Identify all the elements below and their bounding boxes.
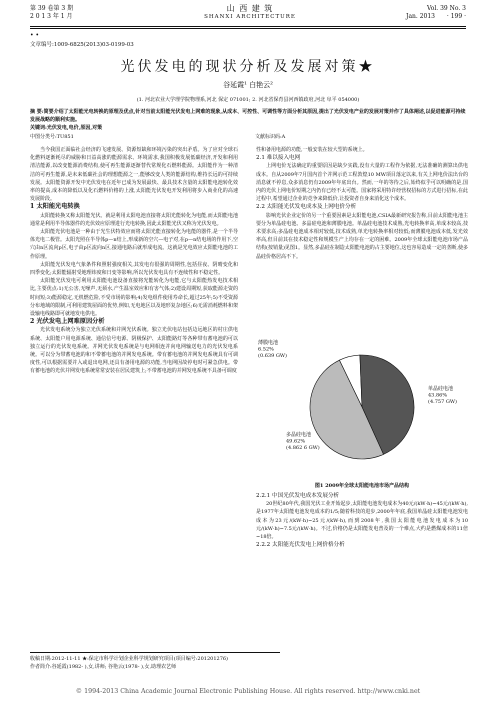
subsection-heading: 2.2.1 中国光伏发电成本发展分析 xyxy=(256,493,340,499)
issue-date: 2 0 1 3 年 1 月 xyxy=(30,13,73,20)
article-title: 光伏发电的现状分析及发展对策★ xyxy=(120,59,376,75)
paragraph: 光伏发电系统分为独立光伏系统和并网光伏系统。独立光伏电站包括边远地区的村庄供电系统、太阳能户用电源系统、通信信号电源、阴极保护、太阳能路灯等各种带有蓄电池的可以独立运行的光伏发电系统。并网光伏发电系统是与电网相连并向电网输送电力的光伏发电系统。可以分为带蓄电池的和不带蓄电池的并网发电系统。带有蓄电池的并网发电系统具有可调度性,可以根据需要并入或退出电网,还具有备用电源的功能,当电网因故停电时可紧急供电。带有蓄电池的光伏并网发电系统常常安装在居民建筑上;不带蓄电池的并网发电系统不具备可调度 xyxy=(30,327,238,375)
paragraph: 太阳能光伏发电可利用太阳能电池设备直接将光能转化为电能,它与太阳能热发电技术相比,主要优点:1)无公害,无噪声,无须水,产生温室效应和有害气体;2)建设周期短,获取能源走资的时间短;3)能源稳定,无机燃危险,不受市场的影响;4)发电组件使用寿命长,超过25年;5)不受资源分布地域的限制,可利用建筑屋面的优势,例如,无电地区以及地形复杂地区;6)无需消耗燃料和架设输电线路即可就地发电供电。 xyxy=(30,278,238,318)
journal-name-en: SHANXI ARCHITECTURE xyxy=(204,14,296,20)
classification-number: 中图分类号:TU851 xyxy=(30,134,74,140)
journal-issue xyxy=(30,5,73,21)
pie-label: 43.86% xyxy=(428,392,448,399)
paragraph: 当今我国正面临社会经济的飞速发展、资源短缺和环境污染的突出矛盾。为了应对全球石化燃料逐渐耗尽的威胁和日益高涨的能源需求、环境需求,我国积极发展低碳经济,开发和利用清洁能源,以改变能源消费结构,使可再生能源逐渐替代常规化石燃料能源。太阳能作为一种清洁的可再生能源,是未来低碳社会的理想能源之一,能够改变人类的能源结构,维持长远的可持续发展。太阳能资源开发中光伏发电在近年已成为发展最快、最具技术含量的太阳能电池转化效率的提高,成本的降低以及化石燃料价格的上涨,太阳能光伏发电开发利用将步入商业化的高速发展阶段。 xyxy=(30,147,238,203)
footnote-rule xyxy=(30,652,280,653)
journal-name xyxy=(150,5,350,21)
footnote xyxy=(30,655,470,671)
journal-name-cn: 山 西 建 筑 xyxy=(226,4,274,13)
paragraph: 影响光伏企业定价的另一个重要因素是太阳能电池,CSIA最新研究报告称,目前太阳能电池主要分为单晶硅电池、多晶硅电池和薄膜电池。单晶硅电池技术成熟,光电转换率高,单成本较高,技术要求高;多晶硅电池成本相对较低,技术成熟,单光电转换率相对较低;而薄膜电池成本低,发光效率高,但目前其在技术稳定性和规模生产上均存在一定的困难。2009年全球太阳能电池市场产品结构(按销量)见图1。显然,多晶硅在制造太阳能电池的占主要地位,这也容易造成一定的垄断,使多晶硅价格居高不下。 xyxy=(256,212,468,260)
volume-issue-en: Vol. 39 No. 3 xyxy=(426,5,466,12)
article-number: 文章编号:1009-6825(2013)03-0199-03 xyxy=(30,42,134,48)
received-date-and-fund: 收稿日期:2012-11-11 ★:保定市科学计划企业科学规划研究项目(项目编号:201201276) xyxy=(30,656,229,662)
date-and-page xyxy=(406,13,466,21)
paragraph: 太阳能光伏电池是一种由于光生伏特效应而将太阳光能直接转化为电能的器件,是一个半导体光电二极管。太阳光照在半导体p—n结上,形成新的空穴—电子对,在p—n结电场的作用下,空穴由n区流向p区,电子由p区流向n区,接通电路后就形成电流。这就是光电效应太阳能电池的工作原理。 xyxy=(30,229,238,260)
paragraph: 上网电价无法确定的重要原因是缺少实践,没有大量的工程作为依据,无法准确的测算出供电成本。自从2009年7月国内首个并网示范工程敦煌10 MW项目落定以来,有关上网电价法出台的消息就不停息,众多消息仍有2009年年底出台。然而,一年的等待之后,始终似乎可以明确的是,国内的光伏上网电价短期之内仍有已经不太可能。国家将采用特许经营权招标的方式进行招标,在此过程中,希望通过企业的竞争来降低价,让投资者自身来消化这个成本。 xyxy=(256,163,468,203)
keywords: 关键词:光伏发电,电价,原因,对策 xyxy=(30,125,103,131)
paragraph: 20世纪80年代,我国光伏工业开始起步,太阳能电池发电成本为40元/(kW·h)~45元/(kW·h),是1977年太阳能电池发电成本的1/5;随着科技的进步,2000年年底,我国单晶硅太阳能电池发电成本为23元/(kW·h)~25元/(kW·h),而到2008年,我国太阳能电池发电成本为10元/(kW·h)~7.5元/(kW·h)。不过,价格仍是太阳能发电普及的一个难点,大约是燃煤成本的11倍~18倍。 xyxy=(256,501,468,541)
pie-label: 49.62% xyxy=(286,438,306,445)
right-column-lower xyxy=(256,492,468,549)
figure-caption: 图1 2009年全球太阳能电池市场产品结构 xyxy=(314,483,410,489)
authors: 谷延霞¹ 白艳云² xyxy=(223,81,273,89)
pie-label: (4.757 GW) xyxy=(428,399,457,405)
paragraph: 性和备用电源的功能,一般安装在较大型的系统上。 xyxy=(256,147,368,153)
pie-label: 6.52% xyxy=(258,346,274,353)
header-rule-thin xyxy=(30,28,466,29)
left-column xyxy=(30,146,238,376)
bullet-dots: • • xyxy=(30,32,39,39)
pie-label: 单晶硅电池 xyxy=(428,386,454,392)
author-bio: 作者简介:谷延霞(1982- ),女,讲师; 谷艳云(1978- ),女,助理农艺师 xyxy=(30,664,177,670)
right-column xyxy=(256,146,468,261)
subsection-heading: 2.2.2 太阳能光伏发电上网价格分析 xyxy=(256,542,345,549)
volume-issue: 第 39 卷第 3 期 xyxy=(30,5,74,12)
pie-label: (0.639 GW) xyxy=(258,353,287,359)
header-rule xyxy=(30,26,466,27)
section-heading: 2 光伏发电上网难原因分析 xyxy=(30,318,105,326)
document-code: 文献标识码:A xyxy=(255,134,286,140)
affiliation: (1. 河北农业大学理学院物理系,河北 保定 071001; 2. 河北省保育县河西镇政府,河北 阜平 054000) xyxy=(136,97,360,103)
pie-label: 薄膜电池 xyxy=(258,340,279,346)
page-number: · 199 · xyxy=(446,13,466,20)
section-heading: 1 太阳能光电转换 xyxy=(30,203,80,211)
pie-label: 多晶硅电池 xyxy=(286,432,312,438)
copyright-notice: © 1994-2013 China Academic Journal Electronic Publishing House. All rights reserved. http://www.cnki.net xyxy=(75,688,421,695)
subsection-heading: 2.2 太阳能光伏发电成本及上网电价分析 xyxy=(256,204,357,211)
subsection-heading: 2.1 难以接入电网 xyxy=(256,155,301,162)
pie-chart xyxy=(256,332,468,477)
paragraph: 太阳能转换又称太阳能光伏。就是利用太阳电池直接将太阳光能转化为电能,而太阳能电池通常是利用半导体器件的光伏效应原理进行光电转换,因此太阳能光伏又称为光伏发电。 xyxy=(30,212,238,227)
pie-label: (4.862 6 GW) xyxy=(286,445,320,451)
issue-date-en: Jan. 2013 xyxy=(406,13,435,20)
abstract: 摘 要:简要介绍了太阳能光电转换的原理及优点,针对当前太阳能光伏发电上网难的现象,从成本、可控性、可调性等方面分析其原因,提出了光伏发电产业的发展对策并作了具体阐述,以促进能源可持续发展战略的顺利实施。 xyxy=(30,109,466,123)
paragraph: 太阳能光伏发电气象条件和照射强度相关,其发电有很强的周期性,包括昼夜、阴晴变化和四季变化;太阳能辐射受地理纬度和日变等影响,所以光伏发电具有不连续性和不稳定性。 xyxy=(30,261,238,277)
journal-issue-en xyxy=(406,5,466,21)
